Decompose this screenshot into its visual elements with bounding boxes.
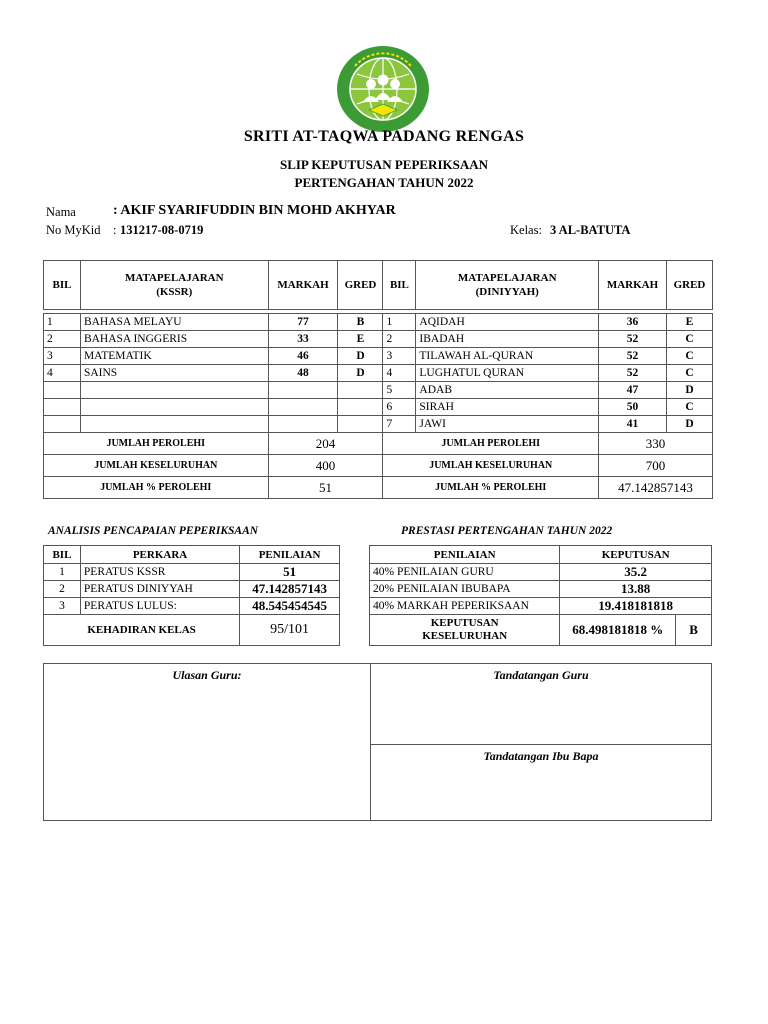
kssr-grade: D — [338, 348, 383, 365]
kssr-grade: E — [338, 331, 383, 348]
kssr-grade — [338, 416, 383, 433]
teacher-signature-label: Tandatangan Guru — [493, 668, 589, 682]
analysis-item: PERATUS KSSR — [80, 564, 239, 581]
kssr-subject — [80, 416, 268, 433]
prestasi-item: 40% MARKAH PEPERIKSAAN — [370, 598, 560, 615]
table-row — [44, 399, 713, 416]
kssr-bil: 3 — [44, 348, 81, 365]
table-row — [370, 598, 712, 615]
attendance-label: KEHADIRAN KELAS — [44, 615, 240, 646]
kssr-mark: 46 — [268, 348, 338, 365]
analysis-value: 48.545454545 — [240, 598, 340, 615]
overall-label: KEPUTUSAN KESELURUHAN — [370, 615, 560, 646]
summary-label: JUMLAH KESELURUHAN — [383, 455, 599, 477]
kssr-grade — [338, 399, 383, 416]
diniyyah-mark: 41 — [599, 416, 667, 433]
diniyyah-mark: 52 — [599, 331, 667, 348]
markah-header: MARKAH — [268, 261, 338, 310]
diniyyah-mark: 52 — [599, 348, 667, 365]
kssr-grade: D — [338, 365, 383, 382]
diniyyah-bil: 1 — [383, 314, 416, 331]
kssr-subject: MATEMATIK — [80, 348, 268, 365]
mykid-value: 131217-08-0719 — [120, 223, 204, 237]
diniyyah-subject: IBADAH — [416, 331, 599, 348]
kssr-mark — [268, 399, 338, 416]
analysis-bil: 2 — [44, 581, 81, 598]
diniyyah-grade: C — [666, 365, 712, 382]
kssr-summary-value: 51 — [268, 477, 383, 499]
analysis-item: PERATUS LULUS: — [80, 598, 239, 615]
overall-row — [370, 615, 712, 646]
kssr-subject: SAINS — [80, 365, 268, 382]
gred-header: GRED — [338, 261, 383, 310]
mykid-label: No MyKid — [46, 223, 101, 237]
analysis-value: 47.142857143 — [240, 581, 340, 598]
table-row — [44, 581, 340, 598]
summary-label: JUMLAH PEROLEHI — [44, 433, 269, 455]
parent-signature-label: Tandatangan Ibu Bapa — [483, 749, 599, 763]
diniyyah-subject: TILAWAH AL-QURAN — [416, 348, 599, 365]
remarks-section — [43, 663, 712, 821]
school-name: SRITI AT-TAQWA PADANG RENGAS — [243, 128, 525, 145]
diniyyah-subject: SIRAH — [416, 399, 599, 416]
attendance-row — [44, 615, 340, 646]
summary-row — [44, 477, 713, 499]
kssr-mark: 77 — [268, 314, 338, 331]
class-label: Kelas: — [510, 223, 542, 237]
analysis-title: ANALISIS PENCAPAIAN PEPERIKSAAN — [48, 525, 259, 537]
analysis-bil: 3 — [44, 598, 81, 615]
table-row — [370, 581, 712, 598]
diniyyah-bil: 3 — [383, 348, 416, 365]
table-row — [44, 598, 340, 615]
markah-header: MARKAH — [599, 261, 667, 310]
table-row — [44, 564, 340, 581]
diniyyah-summary-value: 330 — [599, 433, 713, 455]
kssr-mark: 48 — [268, 365, 338, 382]
diniyyah-bil: 4 — [383, 365, 416, 382]
summary-label: JUMLAH % PEROLEHI — [383, 477, 599, 499]
prestasi-value: 35.2 — [560, 564, 712, 581]
diniyyah-grade: E — [666, 314, 712, 331]
table-row — [44, 382, 713, 399]
table-row — [44, 314, 713, 331]
analysis-value: 51 — [240, 564, 340, 581]
table-row — [44, 365, 713, 382]
table-row — [44, 348, 713, 365]
kssr-bil — [44, 399, 81, 416]
kssr-subject — [80, 399, 268, 416]
table-row — [370, 564, 712, 581]
analysis-table — [43, 545, 340, 646]
kssr-subject-header: MATAPELAJARAN (KSSR) — [80, 261, 268, 310]
diniyyah-mark: 50 — [599, 399, 667, 416]
summary-label: JUMLAH KESELURUHAN — [44, 455, 269, 477]
diniyyah-subject: LUGHATUL QURAN — [416, 365, 599, 382]
diniyyah-subject: AQIDAH — [416, 314, 599, 331]
attendance-value: 95/101 — [240, 615, 340, 646]
overall-grade: B — [676, 615, 712, 646]
diniyyah-grade: D — [666, 416, 712, 433]
diniyyah-subject: ADAB — [416, 382, 599, 399]
diniyyah-subject: JAWI — [416, 416, 599, 433]
diniyyah-subject-header: MATAPELAJARAN (DINIYYAH) — [416, 261, 599, 310]
teacher-remark-box — [44, 664, 371, 820]
analysis-item: PERATUS DINIYYAH — [80, 581, 239, 598]
diniyyah-mark: 47 — [599, 382, 667, 399]
table-row — [44, 331, 713, 348]
kssr-bil: 2 — [44, 331, 81, 348]
diniyyah-grade: C — [666, 348, 712, 365]
diniyyah-mark: 52 — [599, 365, 667, 382]
mykid-sep: : — [113, 223, 117, 237]
results-table — [43, 260, 713, 499]
diniyyah-bil: 5 — [383, 382, 416, 399]
school-logo — [335, 44, 431, 134]
kssr-bil: 1 — [44, 314, 81, 331]
kssr-subject — [80, 382, 268, 399]
teacher-remark-label: Ulasan Guru: — [172, 668, 242, 682]
penilaian-header: PENILAIAN — [240, 546, 340, 564]
kssr-subject: BAHASA MELAYU — [80, 314, 268, 331]
diniyyah-summary-value: 700 — [599, 455, 713, 477]
summary-row — [44, 433, 713, 455]
class-value: 3 AL-BATUTA — [550, 223, 631, 237]
parent-signature-box — [371, 745, 711, 820]
prestasi-value: 19.418181818 — [560, 598, 712, 615]
gred-header: GRED — [666, 261, 712, 310]
diniyyah-summary-value: 47.142857143 — [599, 477, 713, 499]
kssr-bil — [44, 382, 81, 399]
summary-label: JUMLAH PEROLEHI — [383, 433, 599, 455]
kssr-bil — [44, 416, 81, 433]
diniyyah-mark: 36 — [599, 314, 667, 331]
prestasi-item: 20% PENILAIAN IBUBAPA — [370, 581, 560, 598]
analysis-bil: 1 — [44, 564, 81, 581]
kssr-summary-value: 204 — [268, 433, 383, 455]
slip-title: SLIP KEPUTUSAN PEPERIKSAAN — [279, 157, 489, 172]
diniyyah-bil: 6 — [383, 399, 416, 416]
keputusan-header: KEPUTUSAN — [560, 546, 712, 564]
kssr-mark — [268, 382, 338, 399]
kssr-bil: 4 — [44, 365, 81, 382]
kssr-grade — [338, 382, 383, 399]
kssr-mark: 33 — [268, 331, 338, 348]
student-name: : AKIF SYARIFUDDIN BIN MOHD AKHYAR — [113, 203, 396, 218]
kssr-subject: BAHASA INGGERIS — [80, 331, 268, 348]
diniyyah-grade: D — [666, 382, 712, 399]
teacher-signature-box — [371, 664, 711, 745]
bil-header: BIL — [44, 546, 81, 564]
diniyyah-grade: C — [666, 331, 712, 348]
prestasi-item: 40% PENILAIAN GURU — [370, 564, 560, 581]
bil-header: BIL — [44, 261, 81, 310]
diniyyah-grade: C — [666, 399, 712, 416]
summary-label: JUMLAH % PEROLEHI — [44, 477, 269, 499]
perkara-header: PERKARA — [80, 546, 239, 564]
bil-header: BIL — [383, 261, 416, 310]
table-row — [44, 416, 713, 433]
kssr-summary-value: 400 — [268, 455, 383, 477]
kssr-grade: B — [338, 314, 383, 331]
penilaian-header: PENILAIAN — [370, 546, 560, 564]
prestasi-value: 13.88 — [560, 581, 712, 598]
diniyyah-bil: 2 — [383, 331, 416, 348]
name-label: Nama — [46, 205, 76, 219]
prestasi-table — [369, 545, 712, 646]
slip-subtitle: PERTENGAHAN TAHUN 2022 — [294, 175, 474, 190]
summary-row — [44, 455, 713, 477]
prestasi-title: PRESTASI PERTENGAHAN TAHUN 2022 — [401, 525, 613, 537]
kssr-mark — [268, 416, 338, 433]
diniyyah-bil: 7 — [383, 416, 416, 433]
overall-value: 68.498181818 % — [560, 615, 676, 646]
